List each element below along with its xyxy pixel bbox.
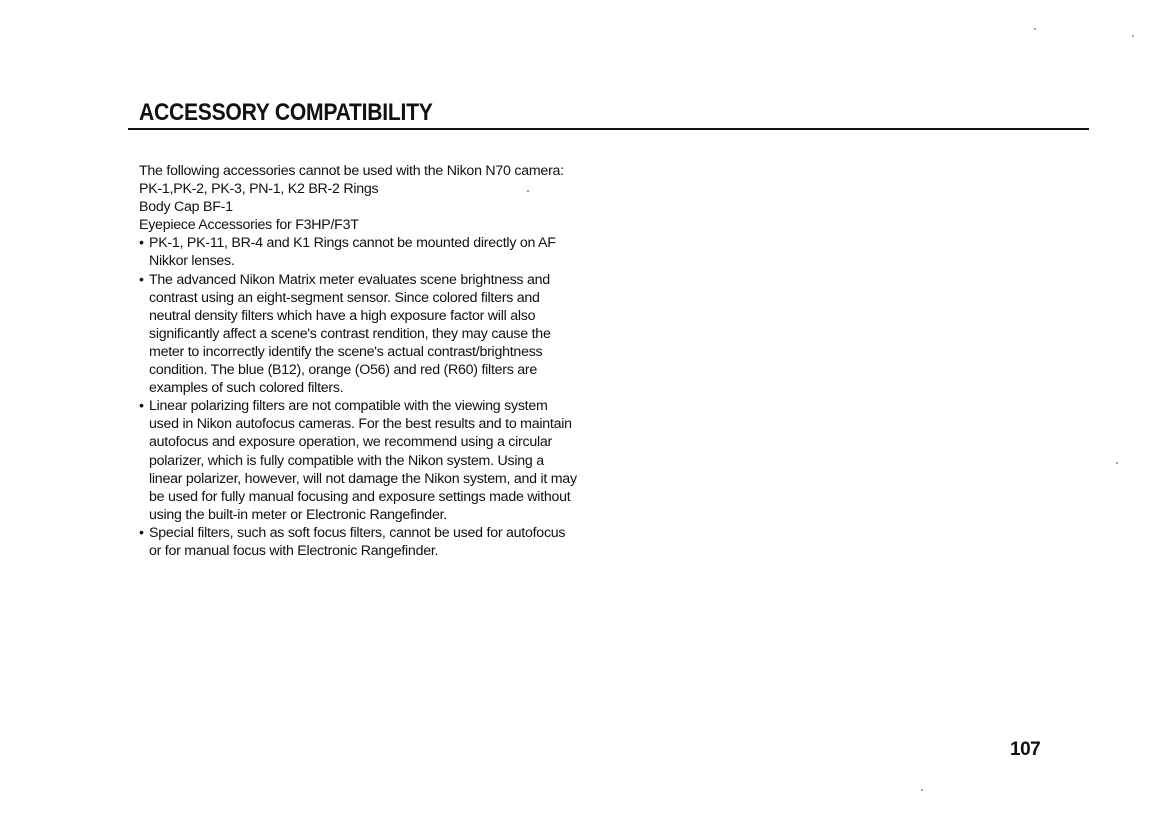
incompatible-item-eyepiece: Eyepiece Accessories for F3HP/F3T <box>139 217 359 234</box>
note-bullet-matrix-meter: • The advanced Nikon Matrix meter evaluates scene brightness and contrast using an eight-segment sensor. Since colored filters and neutral density filters which have a high exposure factor will also significantly affect a scene's contrast rendition, they may cause the meter to incorrectly identify the scene's actual contrast/brightness condition. The blue (B12), orange (O56) and red (R60) filters are examples of such colored filters. <box>139 271 577 398</box>
note-bullet-rings: • PK-1, PK-11, BR-4 and K1 Rings cannot be mounted directly on AF Nikkor lenses. <box>139 234 577 270</box>
intro-paragraph: The following accessories cannot be used with the Nikon N70 camera: <box>139 163 564 179</box>
scan-speck <box>921 789 923 791</box>
scan-speck <box>527 190 529 192</box>
scan-speck <box>1116 462 1118 464</box>
scan-speck <box>1034 28 1036 30</box>
incompatible-item-rings: PK-1,PK-2, PK-3, PN-1, K2 BR-2 Rings <box>139 181 379 198</box>
note-bullet-special-filters: • Special filters, such as soft focus filters, cannot be used for autofocus or for manual focus with Electronic Rangefinder. <box>139 524 577 560</box>
page-number: 107 <box>1010 739 1041 760</box>
scan-speck <box>1132 35 1134 37</box>
incompatible-item-body-cap: Body Cap BF-1 <box>139 199 233 216</box>
page-title: ACCESSORY COMPATIBILITY <box>139 99 433 126</box>
body-text <box>139 162 599 560</box>
title-underline-rule <box>128 128 1089 130</box>
note-bullet-polarizing-filters: • Linear polarizing filters are not compatible with the viewing system used in Nikon autofocus cameras. For the best results and to maintain autofocus and exposure operation, we recommend using a circular polarizer, which is fully compatible with the Nikon system. Using a linear polarizer, however, will not damage the Nikon system, and it may be used for fully manual focusing and exposure settings made without using the built-in meter or Electronic Rangefinder. <box>139 397 577 524</box>
notes-list <box>139 234 599 560</box>
